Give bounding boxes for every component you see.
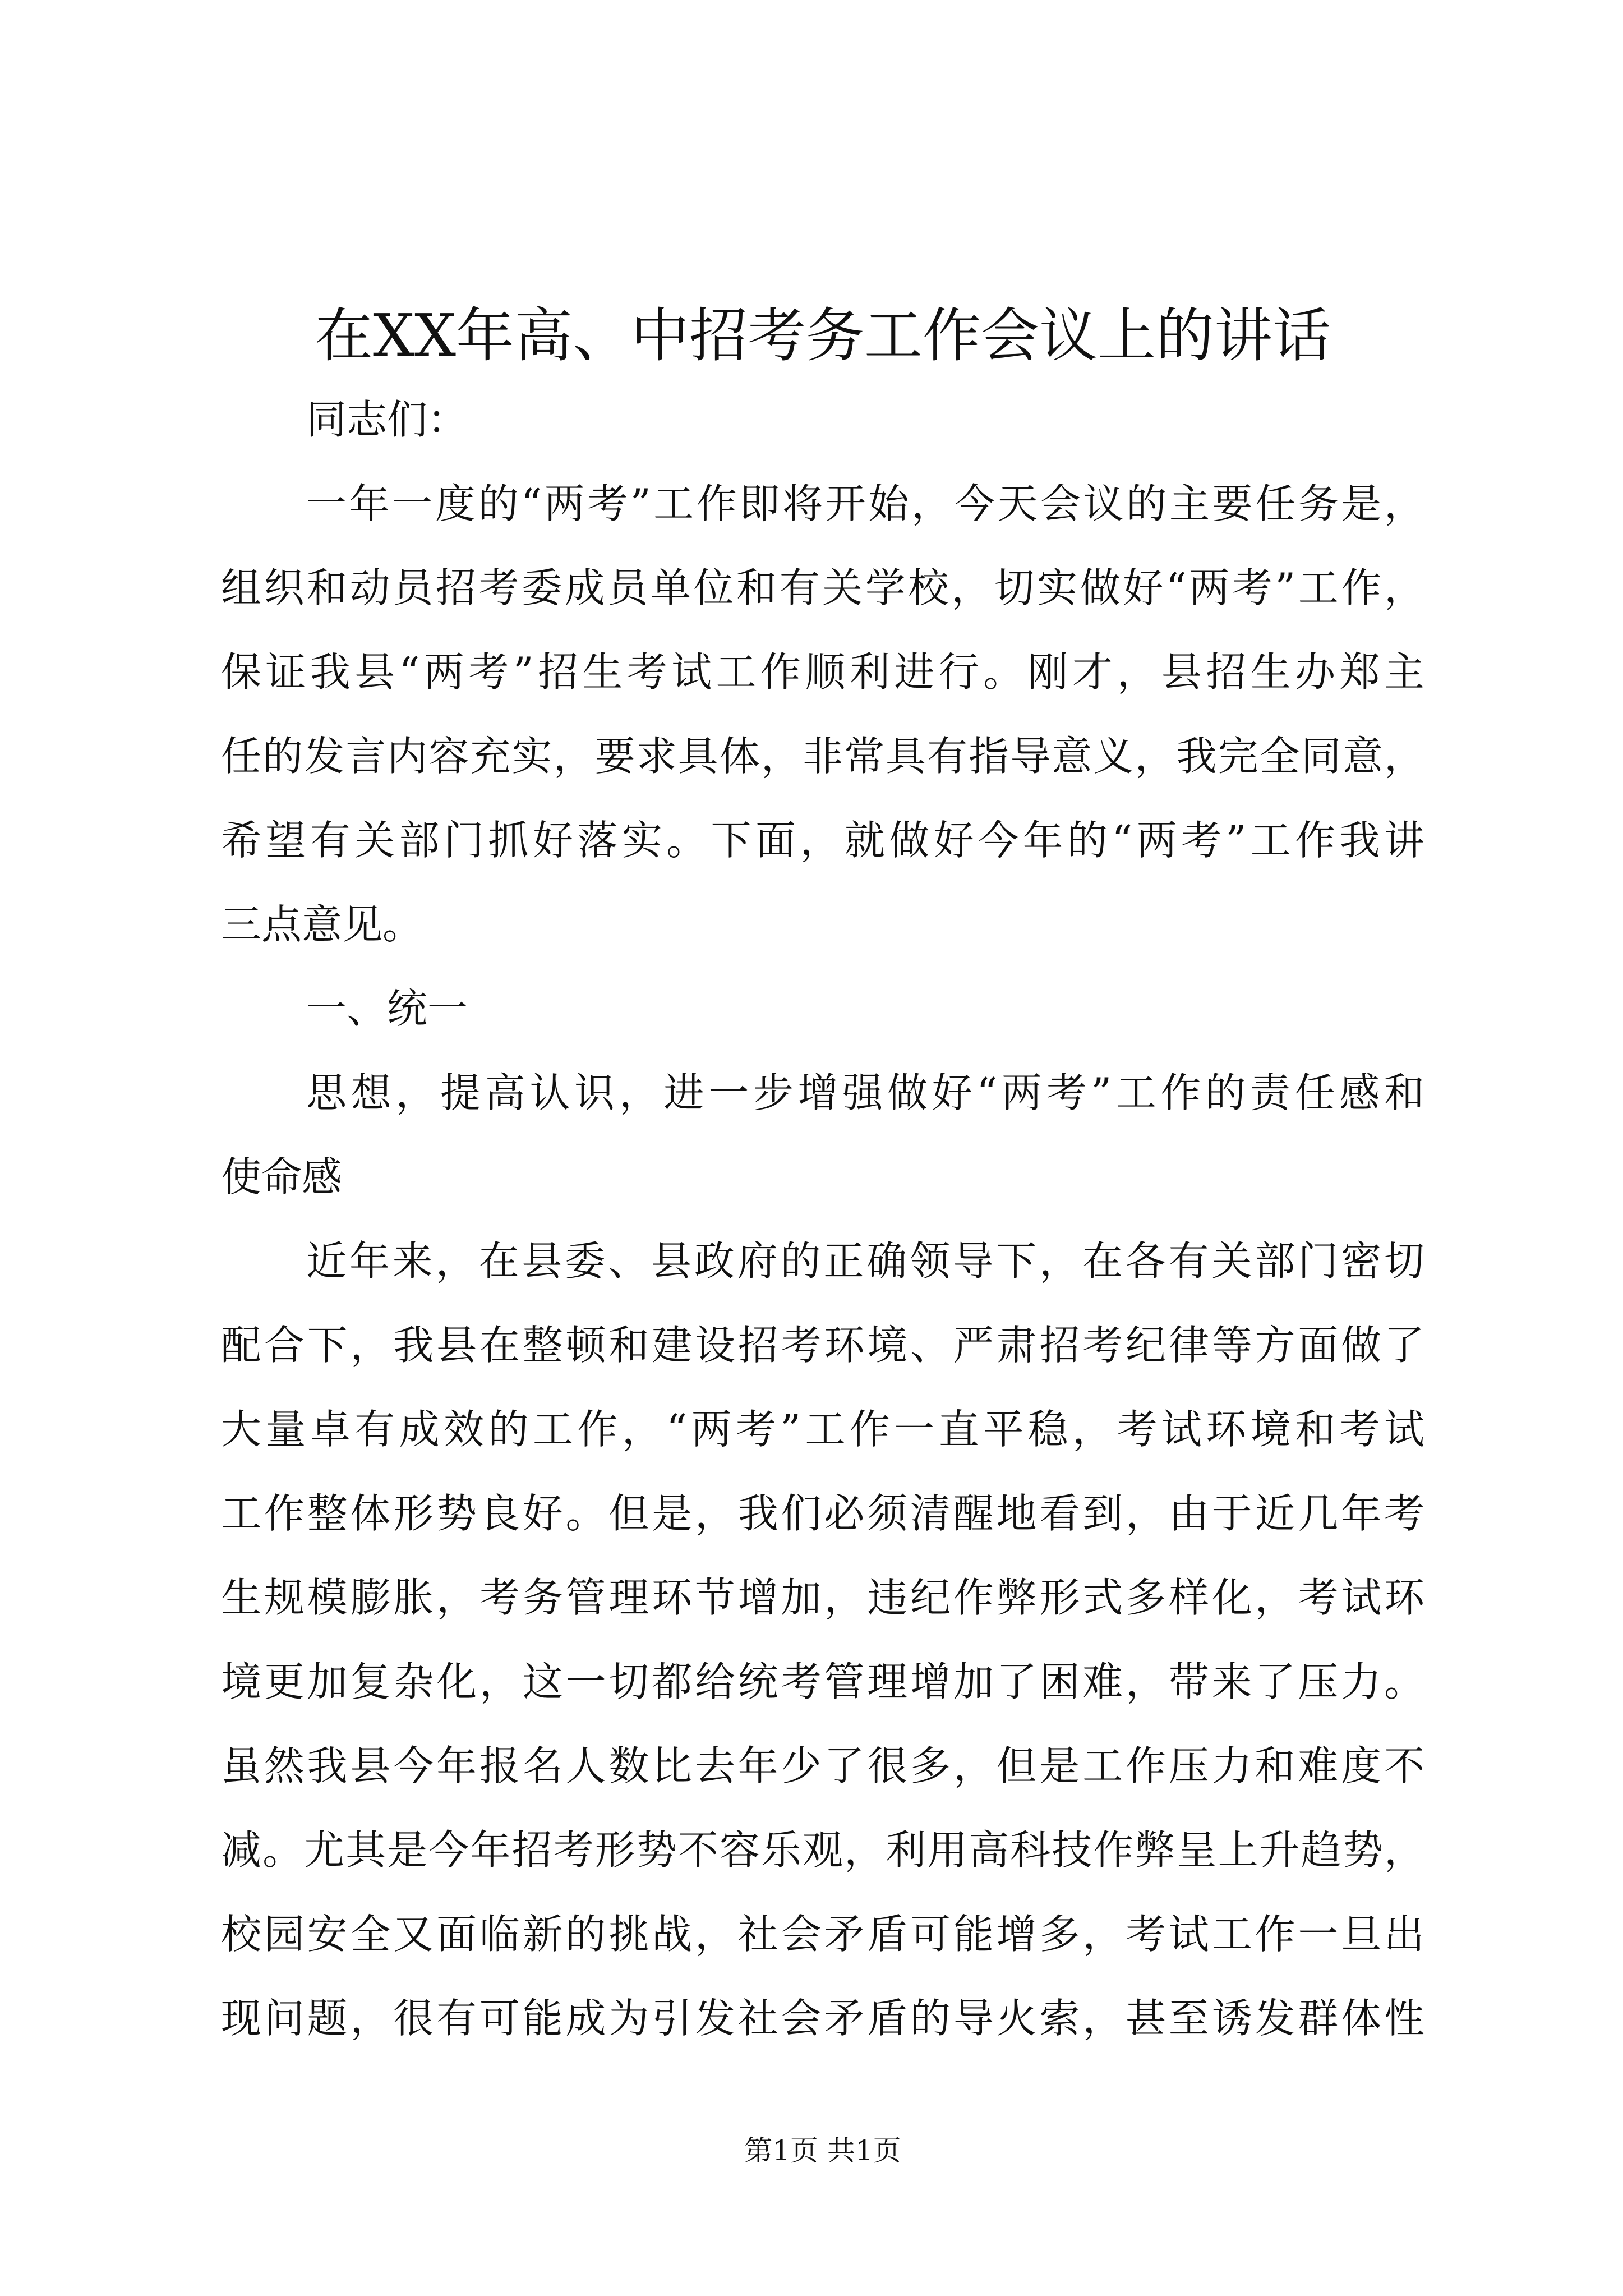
body-line: 任的发言内容充实，要求具体，非常具有指导意义，我完全同意， (221, 733, 1424, 780)
body-line: 希望有关部门抓好落实。下面，就做好今年的“两考”工作我讲 (221, 817, 1424, 864)
body-line: 保证我县“两考”招生考试工作顺利进行。刚才，县招生办郑主 (221, 648, 1424, 696)
body-line: 工作整体形势良好。但是，我们必须清醒地看到，由于近几年考 (221, 1490, 1424, 1537)
body-line: 近年来，在县委、县政府的正确领导下，在各有关部门密切 (306, 1237, 1424, 1285)
paragraph-subheading (221, 1051, 1424, 1219)
body-line: 组织和动员招考委成员单位和有关学校，切实做好“两考”工作， (221, 564, 1424, 611)
body-line: 校园安全又面临新的挑战，社会矛盾可能增多，考试工作一旦出 (221, 1911, 1424, 1958)
body-line: 现问题，很有可能成为引发社会矛盾的导火索，甚至诱发群体性 (221, 1995, 1424, 2042)
paragraph-salutation (221, 378, 1424, 462)
body-line: 三点意见。 (221, 901, 423, 948)
body-line: 使命感 (221, 1153, 343, 1200)
document-title: 在XX年高、中招考务工作会议上的讲话 (314, 301, 1331, 370)
body-line: 同志们： (306, 396, 468, 443)
body-line: 一年一度的“两考”工作即将开始，今天会议的主要任务是， (306, 480, 1424, 527)
body-line: 思想，提高认识，进一步增强做好“两考”工作的责任感和 (306, 1069, 1424, 1116)
body-line: 减。尤其是今年招考形势不容乐观，利用高科技作弊呈上升趋势， (221, 1826, 1424, 1874)
body-line: 境更加复杂化，这一切都给统考管理增加了困难，带来了压力。 (221, 1658, 1424, 1705)
body-line: 虽然我县今年报名人数比去年少了很多，但是工作压力和难度不 (221, 1742, 1424, 1789)
document-body (221, 378, 1424, 2060)
body-line: 大量卓有成效的工作，“两考”工作一直平稳，考试环境和考试 (221, 1406, 1424, 1453)
body-line: 配合下，我县在整顿和建设招考环境、严肃招考纪律等方面做了 (221, 1322, 1424, 1369)
page-number-footer: 第1页 共1页 (744, 2134, 901, 2167)
section-heading (221, 967, 1424, 1051)
body-line: 一、统一 (306, 985, 468, 1032)
paragraph-intro (221, 462, 1424, 967)
body-line: 生规模膨胀，考务管理环节增加，违纪作弊形式多样化，考试环 (221, 1574, 1424, 1621)
paragraph-body (221, 1219, 1424, 2060)
